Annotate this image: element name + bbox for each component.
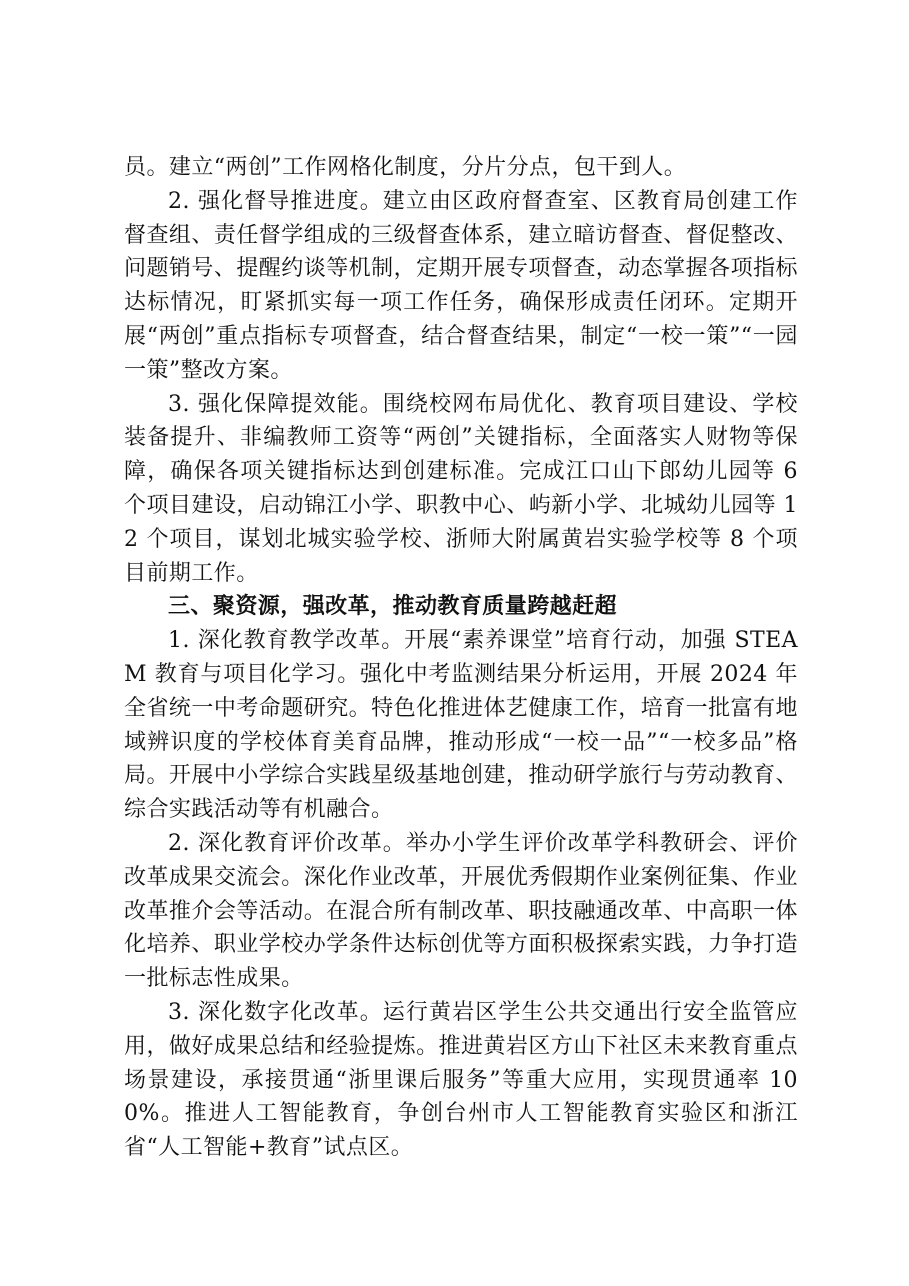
section-heading-3: 三、聚资源，强改革，推动教育质量跨越赶超	[168, 594, 618, 620]
paragraph-guarantee: 3. 强化保障提效能。围绕校网布局优化、教育项目建设、学校装备提升、非编教师工资等“两创”关键指标，全面落实人财物等保障，确保各项关键指标达到创建标准。完成江口山下郎幼儿园等 6 个项目建设，启动锦江小学、职教中心、屿新小学、北城幼儿园等 12 个项目，谋划北城实验学校、浙师大附属黄岩实验学校等 8 个项目前期工作。	[124, 391, 798, 586]
paragraph-digital-reform: 3. 深化数字化改革。运行黄岩区学生公共交通出行安全监管应用，做好成果总结和经验提炼。推进黄岩区方山下社区未来教育重点场景建设，承接贯通“浙里课后服务”等重大应用，实现贯通率 100%。推进人工智能教育，争创台州市人工智能教育实验区和浙江省“人工智能+教育”试点区。	[124, 999, 798, 1161]
paragraph-evaluation-reform: 2. 深化教育评价改革。举办小学生评价改革学科教研会、评价改革成果交流会。深化作业改革，开展优秀假期作业案例征集、作业改革推介会等活动。在混合所有制改革、职技融通改革、中高职一体化培养、职业学校办学条件达标创优等方面积极探索实践，力争打造一批标志性成果。	[124, 830, 798, 992]
document-body	[124, 151, 798, 1165]
paragraph-supervision: 2. 强化督导推进度。建立由区政府督查室、区教育局创建工作督查组、责任督学组成的三级督查体系，建立暗访督查、督促整改、问题销号、提醒约谈等机制，定期开展专项督查，动态掌握各项指标达标情况，盯紧抓实每一项工作任务，确保形成责任闭环。定期开展“两创”重点指标专项督查，结合督查结果，制定“一校一策”“一园一策”整改方案。	[124, 188, 798, 383]
paragraph-continuation: 员。建立“两创”工作网格化制度，分片分点，包干到人。	[124, 155, 687, 180]
paragraph-teaching-reform: 1. 深化教育教学改革。开展“素养课堂”培育行动，加强 STEAM 教育与项目化学习。强化中考监测结果分析运用，开展 2024 年全省统一中考命题研究。特色化推进体艺健康工作，培育一批富有地域辨识度的学校体育美育品牌，推动形成“一校一品”“一校多品”格局。开展中小学综合实践星级基地创建，推动研学旅行与劳动教育、综合实践活动等有机融合。	[124, 628, 798, 823]
